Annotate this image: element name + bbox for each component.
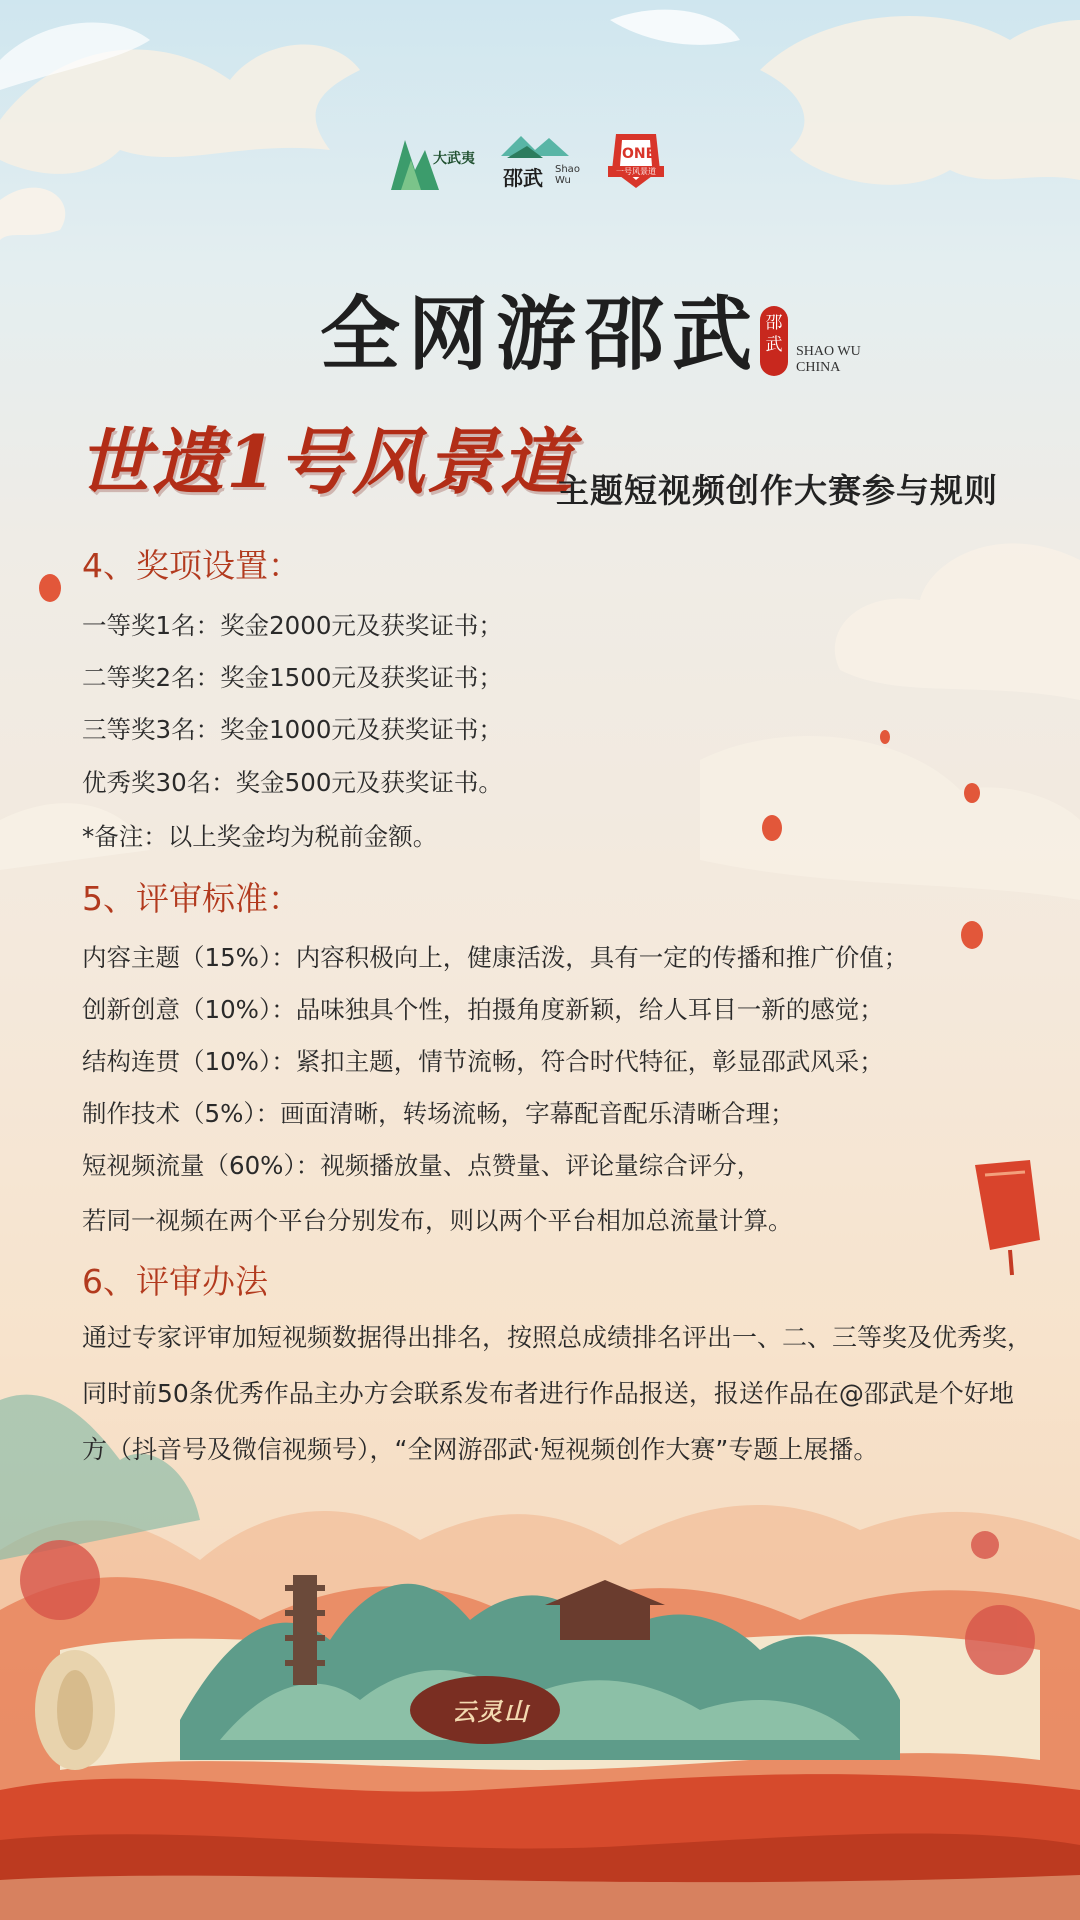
criteria-line: 创新创意（10%）：品味独具个性，拍摄角度新颖，给人耳目一新的感觉； xyxy=(82,995,884,1024)
seal-en-text xyxy=(796,344,861,376)
logo-shaowu-text: 邵武 xyxy=(503,166,543,190)
logo-shaowu-en: Shao Wu xyxy=(555,164,580,186)
mountain-wave-icon xyxy=(497,130,597,160)
seal-stamp: 邵武 xyxy=(760,306,788,376)
criteria-line: 结构连贯（10%）：紧扣主题，情节流畅，符合时代特征，彰显邵武风采； xyxy=(82,1047,884,1076)
section-title-criteria: 5、评审标准： xyxy=(82,879,301,918)
award-note: *备注：以上奖金均为税前金额。 xyxy=(82,822,438,851)
logo-dawuyi xyxy=(385,130,485,194)
section-title-awards: 4、奖项设置： xyxy=(82,546,301,585)
scroll-rock-label: 云灵山 xyxy=(452,1697,530,1726)
award-line: 三等奖3名：奖金1000元及获奖证书； xyxy=(82,715,503,744)
seal-en-line-1: SHAO WU xyxy=(796,344,861,359)
criteria-line: 短视频流量（60%）：视频播放量、点赞量、评论量综合评分， xyxy=(82,1151,762,1180)
calligraphy-title: 世遗1号风景道 xyxy=(78,419,575,504)
logo-one-text: ONE xyxy=(622,146,656,162)
criteria-line: 内容主题（15%）：内容积极向上，健康活泼，具有一定的传播和推广价值； xyxy=(82,943,909,972)
award-line: 一等奖1名：奖金2000元及获奖证书； xyxy=(82,611,503,640)
seal-en-line-2: CHINA xyxy=(796,360,841,375)
logo-dawuyi-text: 大武夷 xyxy=(433,151,475,167)
logo-one xyxy=(608,130,664,192)
criteria-line: 制作技术（5%）：画面清晰，转场流畅，字幕配音配乐清晰合理； xyxy=(82,1099,795,1128)
subtitle: 主题短视频创作大赛参与规则 xyxy=(556,471,998,510)
logo-shaowu xyxy=(497,130,597,194)
criteria-line: 若同一视频在两个平台分别发布，则以两个平台相加总流量计算。 xyxy=(82,1206,793,1235)
award-line: 优秀奖30名：奖金500元及获奖证书。 xyxy=(82,768,503,797)
method-paragraph: 通过专家评审加短视频数据得出排名，按照总成绩排名评出一、二、三等奖及优秀奖，同时前50条优秀作品主办方会联系发布者进行作品报送，报送作品在@邵武是个好地方（抖音号及微信视频号），“全网游邵武·短视频创作大赛”专题上展播。 xyxy=(82,1323,1033,1464)
award-line: 二等奖2名：奖金1500元及获奖证书； xyxy=(82,663,503,692)
logo-one-sub: 一号风景道 xyxy=(608,166,664,177)
section-title-method: 6、评审办法 xyxy=(82,1262,268,1301)
page-title: 全网游邵武 xyxy=(320,287,760,381)
